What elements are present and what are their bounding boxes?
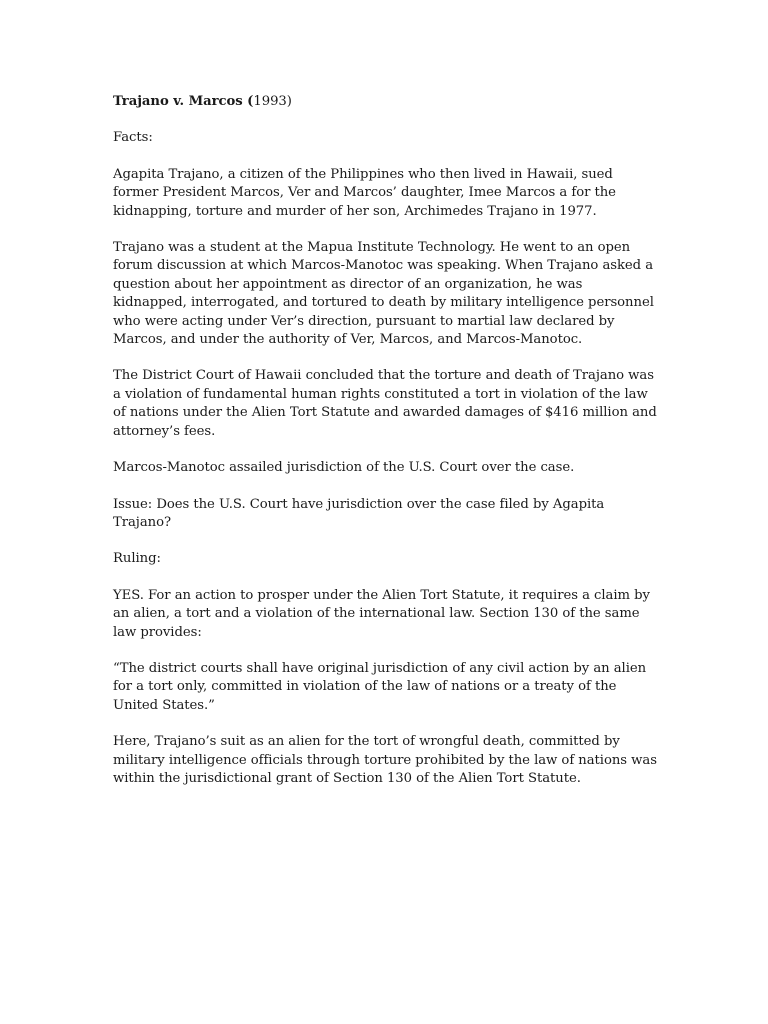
- ruling-quote: “The district courts shall have original jurisdiction of any civil action by an alien for a tort only, committed in violation of the law of nations or a treaty of the United States.”: [113, 660, 647, 713]
- facts-heading: Facts:: [113, 130, 153, 146]
- facts-paragraph: Trajano was a student at the Mapua Institute Technology. He went to an open forum discussion at which Marcos-Manotoc was speaking. When Trajano asked a question about her appointment as director of an organization, he was kidnapped, interrogated, and tortured to death by military intelligence personnel who were acting under Ver’s direction, pursuant to martial law declared by Marcos, and under the authority of Ver, Marcos, and Marcos-Manotoc.: [113, 240, 654, 348]
- ruling-paragraph: YES. For an action to prosper under the Alien Tort Statute, it requires a claim by an alien, a tort and a violation of the international law. Section 130 of the same law provides:: [113, 587, 650, 640]
- facts-paragraph: Agapita Trajano, a citizen of the Philippines who then lived in Hawaii, sued former President Marcos, Ver and Marcos’ daughter, Imee Marcos a for the kidnapping, torture and murder of her son, Archimedes Trajano in 1977.: [113, 166, 616, 219]
- document-title: [113, 93, 658, 111]
- ruling-heading: Ruling:: [113, 551, 161, 567]
- facts-paragraph: Marcos-Manotoc assailed jurisdiction of the U.S. Court over the case.: [113, 460, 575, 476]
- title-main: Trajano v. Marcos (: [113, 94, 254, 109]
- title-year: 1993): [253, 94, 292, 109]
- issue-paragraph: Issue: Does the U.S. Court have jurisdiction over the case filed by Agapita Trajano?: [113, 496, 605, 530]
- ruling-paragraph: Here, Trajano’s suit as an alien for the tort of wrongful death, committed by military intelligence officials through torture prohibited by the law of nations was within the jurisdictional grant of Section 130 of the Alien Tort Statute.: [113, 734, 657, 786]
- facts-paragraph: The District Court of Hawaii concluded that the torture and death of Trajano was a violation of fundamental human rights constituted a tort in violation of the law of nations under the Alien Tort Statute and awarded damages of $416 million and attorney’s fees.: [113, 368, 657, 439]
- document-body: [113, 93, 658, 806]
